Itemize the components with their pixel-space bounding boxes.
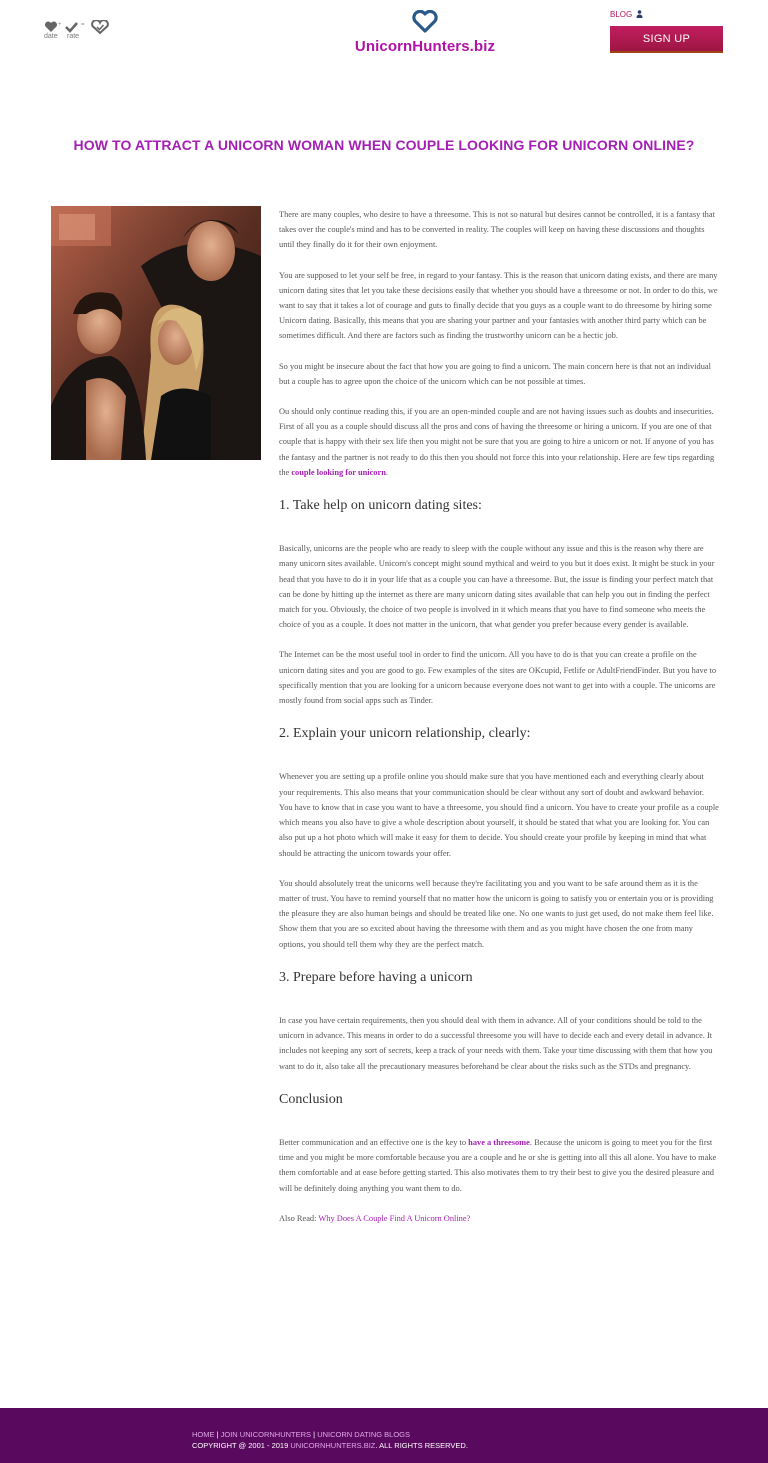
article-paragraph: You are supposed to let your self be free, in regard to your fantasy. This is the reason that unicorn dating exists, and there are many unicorn dating sites that let you take these decisions easily that whether you should have a threesome or not. In order to do this, we want to say that it takes a lot of courage and guts to finally decide that you guys as a couple want to do threesome by hiring some Unicorn dating. Basically, this means that you are sharing your partner and your fantasies with another third party which can be sometimes difficult. And there are factors such as finding the trustworthy unicorn can be a hectic job.	[279, 270, 718, 341]
section-heading: Conclusion	[279, 1091, 343, 1107]
svg-text:=: =	[81, 22, 85, 28]
check-icon	[66, 23, 77, 31]
date-rate-logo[interactable]	[44, 20, 116, 44]
blog-link[interactable]	[610, 10, 643, 19]
footer-join-link[interactable]: JOIN UNICORNHUNTERS	[220, 1430, 312, 1439]
article-paragraph: Basically, unicorns are the people who are ready to sleep with the couple without any issue and this is the reason why there are many unicorn sites available. Unicorn's concept might sound mythical and weird to you but it does exist. It might be stuck in your head that you have to do it in your life that as a couple you can have a threesome. But, the issue is finding your perfect match that can be done by hitting up the internet as there are many unicorn dating sites available that can help you out in finding the perfect match for you. Obviously, the choice of two people is involved in it which means that you have to find someone who meets the choice of you as a couple. It does not matter in the unicorn, that what gender you prefer because every gender is available.	[279, 544, 715, 630]
date-label: date	[44, 33, 58, 40]
article-paragraph: Better communication and an effective one is the key to have a threesome. Because the unicorn is going to meet you for the first time and you might be more comfortable because you are a couple and he or she is getting into all this all alone. You have to make them comfortable and at ease before getting started. This also motivates them to try their best to give you the desired pleasure and will be definitely doing anything you want them to do.	[279, 1137, 717, 1193]
brand-name: UnicornHunters.biz	[354, 38, 496, 55]
svg-text:+: +	[58, 22, 62, 28]
brand-logo[interactable]	[340, 10, 510, 58]
couple-photo-illustration	[51, 206, 261, 460]
heart-icon	[45, 21, 57, 32]
footer-copyright: COPYRIGHT @ 2001 - 2019 UNICORNHUNTERS.BIZ. ALL RIGHTS RESERVED.	[192, 1441, 468, 1450]
page-title: HOW TO ATTRACT A UNICORN WOMAN WHEN COUPLE LOOKING FOR UNICORN ONLINE?	[73, 137, 695, 153]
footer-blogs-link[interactable]: UNICORN DATING BLOGS	[317, 1430, 410, 1439]
signup-button[interactable]: SIGN UP	[610, 26, 723, 53]
article-paragraph: In case you have certain requirements, then you should deal with them in advance. All of your conditions should be told to the unicorn in advance. This means in order to do a successful threesome you will have to decide each and every detail in advance. It includes not keeping any sort of secrets, keep a track of your needs with them. Take your time discussing with them that how you want to do it, also take all the precautionary measures beforehand be clear about the risks such as the STDs and pregnancy.	[279, 1015, 713, 1071]
user-icon	[636, 10, 643, 18]
date-rate-icons	[44, 20, 116, 34]
site-header	[0, 0, 768, 70]
article-paragraph: So you might be insecure about the fact that how you are going to find a unicorn. The main concern here is that not an individual but a couple has to agree upon the choice of the unicorn which can be not possible at times.	[279, 361, 711, 386]
article-paragraph: There are many couples, who desire to have a threesome. This is not so natural but desires cannot be controlled, it is a fantasy that takes over the couple's mind and has to be converted in reality. The couples will keep on having these discussions and thoughts until they finally do it for their own enjoyment.	[279, 210, 715, 250]
footer-links: HOME | JOIN UNICORNHUNTERS | UNICORN DATING BLOGS	[192, 1430, 410, 1439]
section-heading: 3. Prepare before having a unicorn	[279, 969, 473, 985]
article-paragraph: Ou should only continue reading this, if you are an open-minded couple and are not having issues such as doubts and insecurities. First of all you as a couple should discuss all the pros and cons of having the threesome or hiring a unicorn. If you are one of that couple that is happy with their sex life then you might not be sure that you are going to hire a unicorn or not. If anyone of you has the fantasy and the partner is not ready to do this then you should not force this into your relationship. Here are few tips regarding the couple looking for unicorn.	[279, 407, 715, 477]
article-paragraph: Whenever you are setting up a profile online you should make sure that you have mentioned each and everything clearly about your requirements. This also means that your communication should be clear without any sort of doubt and awkward behavior. You have to know that in case you want to have a threesome, you should find a unicorn. You have to create your profile as a couple which means you also have to give a whole description about yourself, it should be stated that what you are looking for. You can also put up a hot photo which will make it easy for them to decide. You should create your profile by keeping in mind that what should be attracting the unicorn towards your offer.	[279, 772, 719, 858]
site-footer	[0, 1408, 768, 1463]
article-paragraph: The Internet can be the most useful tool in order to find the unicorn. All you have to do is that you can create a profile on the unicorn dating sites and you are good to go. Few examples of the sites are OKcupid, Fetlife or AdultFriendFinder. But you have to specifically mention that you are looking for a unicorn because everyone does not want to get into with a couple. The unicorns are mostly found from social apps such as Tinder.	[279, 650, 717, 706]
have-a-threesome-link[interactable]: have a threesome	[468, 1137, 530, 1147]
also-read: Also Read: Why Does A Couple Find A Unicorn Online?	[279, 1213, 471, 1223]
couple-looking-for-unicorn-link[interactable]: couple looking for unicorn	[291, 467, 386, 477]
section-heading: 2. Explain your unicorn relationship, clearly:	[279, 726, 531, 742]
article-body	[279, 207, 719, 1241]
article-photo	[51, 206, 261, 460]
logo-heart-icon	[411, 10, 439, 34]
blog-label: BLOG	[610, 10, 633, 19]
footer-home-link[interactable]: HOME	[192, 1430, 215, 1439]
article-paragraph: You should absolutely treat the unicorns well because they're facilitating you and you want to be safe around them as it is the matter of trust. You have to remind yourself that no matter how the unicorn is going to satisfy you or entertain you or is providing the pleasure they are also human beings and should be treated like one. No one wants to just get used, do not make them feel like. Show them that you are so excited about having the threesome with them and as you might have chosen the one from many options, you should tell them why they are the perfect match.	[279, 878, 714, 949]
heart-outline-icon	[92, 20, 108, 33]
also-read-link[interactable]: Why Does A Couple Find A Unicorn Online?	[318, 1213, 471, 1223]
rate-label: rate	[67, 33, 80, 40]
footer-site-link[interactable]: UNICORNHUNTERS.BIZ	[290, 1441, 376, 1450]
section-heading: 1. Take help on unicorn dating sites:	[279, 498, 482, 514]
